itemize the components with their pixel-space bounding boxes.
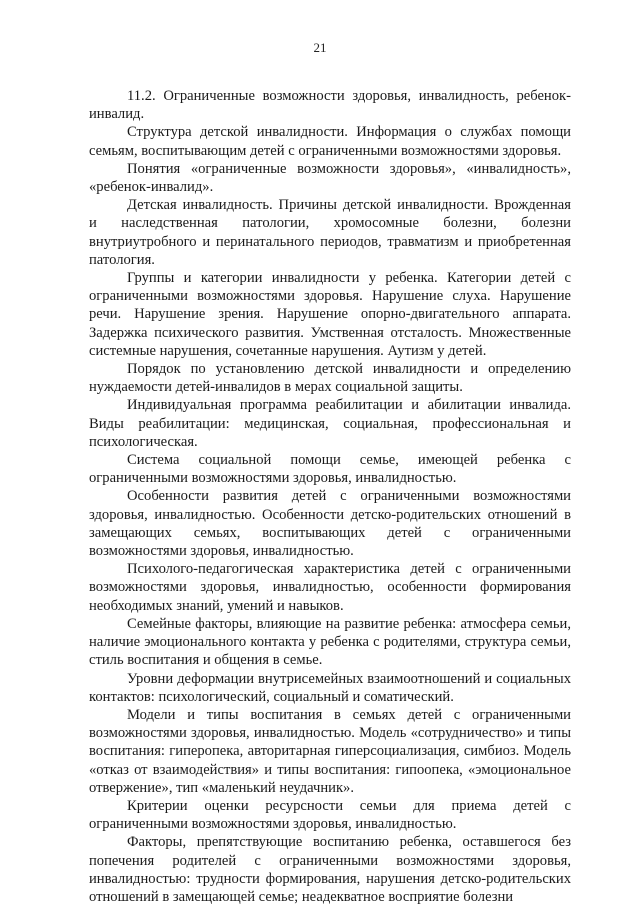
page-number: 21 <box>313 40 327 55</box>
paragraph: Модели и типы воспитания в семьях детей с ограниченными возможностями здоровья, инвалидностью. Модель «сотрудничество» и типы воспитания: гиперопека, авторитарная гиперсоциализация, симбиоз. Модель «отказ от взаимодействия» и типы воспитания: гипоопека, «эмоциональное отвержение», тип «маленький неудачник». <box>89 706 571 796</box>
section-heading: 11.2. Ограниченные возможности здоровья, инвалидность, ребенок-инвалид. <box>89 88 571 123</box>
paragraph: Семейные факторы, влияющие на развитие ребенка: атмосфера семьи, наличие эмоционального контакта у ребенка с родителями, структура семьи, стиль воспитания и общения в семье. <box>89 615 571 669</box>
paragraph: Психолого-педагогическая характеристика детей с ограниченными возможностями здоровья, инвалидностью, особенности формирования необходимых знаний, умений и навыков. <box>89 561 571 614</box>
paragraph: Система социальной помощи семье, имеющей ребенка с ограниченными возможностями здоровья, инвалидностью. <box>89 452 571 487</box>
paragraph: Понятия «ограниченные возможности здоровья», «инвалидность», «ребенок-инвалид». <box>89 160 571 196</box>
paragraph: Индивидуальная программа реабилитации и абилитации инвалида. Виды реабилитации: медицинская, социальная, профессиональная и психологическая. <box>89 397 571 450</box>
paragraph: Уровни деформации внутрисемейных взаимоотношений и социальных контактов: психологический, социальный и соматический. <box>89 670 571 705</box>
paragraph: Группы и категории инвалидности у ребенка. Категории детей с ограниченными возможностями здоровья. Нарушение слуха. Нарушение речи. Нарушение зрения. Нарушение опорно-двигательного аппарата. Задержка психического развития. Умственная отсталость. Множественные системные нарушения, сочетанные нарушения. Аутизм у детей. <box>89 270 571 359</box>
paragraph: Порядок по установлению детской инвалидности и определению нуждаемости детей-инвалидов в мерах социальной защиты. <box>89 361 571 396</box>
document-body <box>89 87 571 906</box>
paragraph: Критерии оценки ресурсности семьи для приема детей с ограниченными возможностями здоровья, инвалидностью. <box>89 797 571 833</box>
paragraph: Особенности развития детей с ограниченными возможностями здоровья, инвалидностью. Особенности детско-родительских отношений в замещающих семьях, воспитывающих детей с ограниченными возможностями здоровья, инвалидностью. <box>89 488 571 560</box>
paragraph: Факторы, препятствующие воспитанию ребенка, оставшегося без попечения родителей с ограниченными возможностями здоровья, инвалидностью: трудности формирования, нарушения детско-родительских отношений в замещающей семье; неадекватное восприятие болезни <box>89 834 571 905</box>
paragraph: Структура детской инвалидности. Информация о службах помощи семьям, воспитывающим детей с ограниченными возможностями здоровья. <box>89 124 571 159</box>
paragraph: Детская инвалидность. Причины детской инвалидности. Врожденная и наследственная патологии, хромосомные болезни, болезни внутриутробного и перинатального периодов, травматизм и приобретенная патология. <box>89 197 571 268</box>
